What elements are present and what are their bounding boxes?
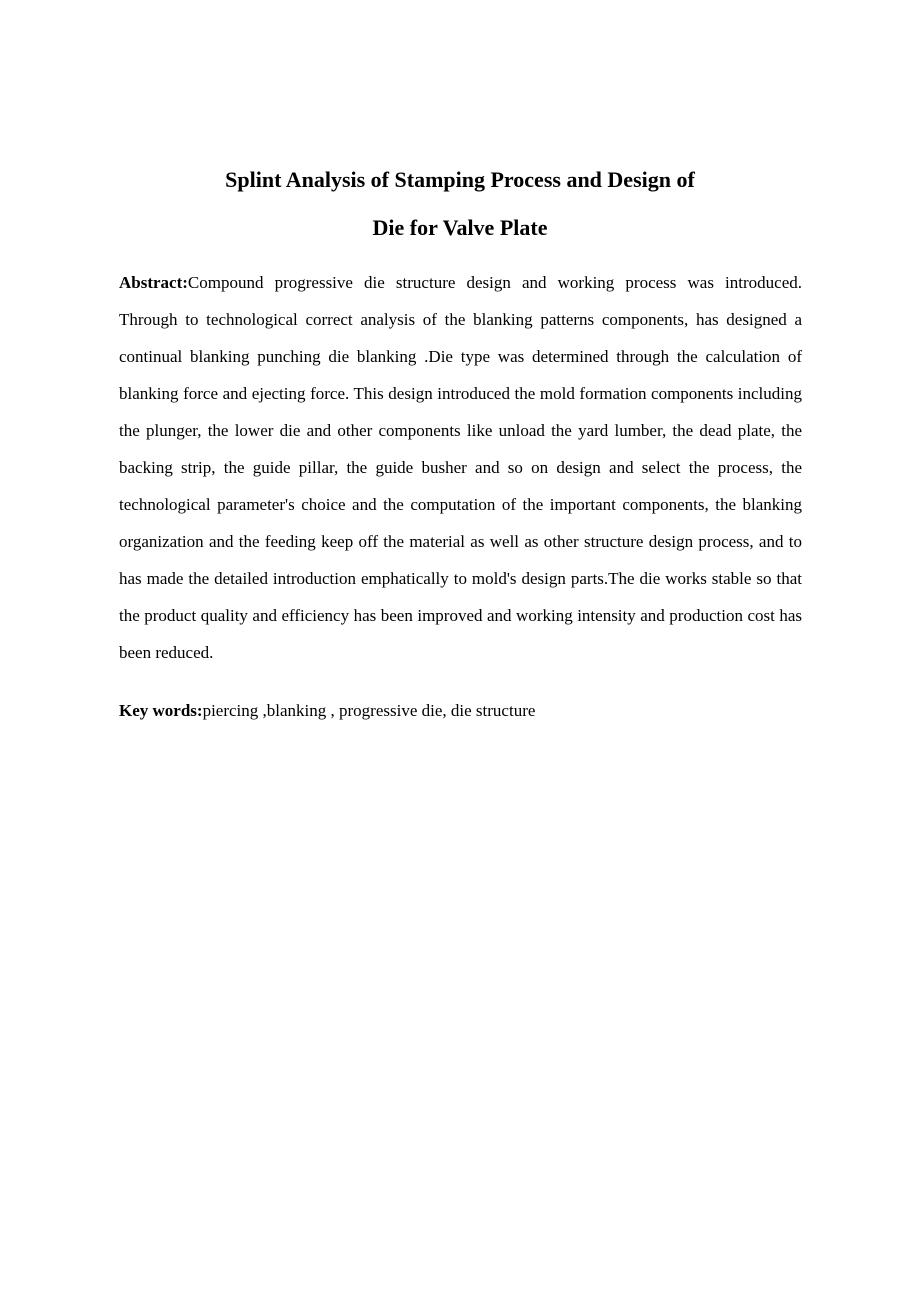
- paper-title-line-1: Splint Analysis of Stamping Process and Design of: [225, 167, 695, 192]
- abstract-label: Abstract:: [119, 273, 188, 292]
- keywords-label: Key words:: [119, 701, 203, 720]
- keywords-text: piercing ,blanking , progressive die, die structure: [202, 701, 536, 720]
- paper-title-line-2: Die for Valve Plate: [372, 215, 548, 240]
- abstract-text: Compound progressive die structure design and working process was introduced. Through to technological correct analysis of the blanking patterns components, has designed a continual blanking punching die blanking .Die type was determined through the calculation of blanking force and ejecting force. This design introduced the mold formation components including the plunger, the lower die and other components like unload the yard lumber, the dead plate, the backing strip, the guide pillar, the guide busher and so on design and select the process, the technological parameter's choice and the computation of the important components, the blanking organization and the feeding keep off the material as well as other structure design process, and to has made the detailed introduction emphatically to mold's design parts.The die works stable so that the product quality and efficiency has been improved and working intensity and production cost has been reduced.: [119, 273, 802, 662]
- keywords-line: [119, 696, 802, 726]
- abstract-paragraph: [119, 264, 802, 671]
